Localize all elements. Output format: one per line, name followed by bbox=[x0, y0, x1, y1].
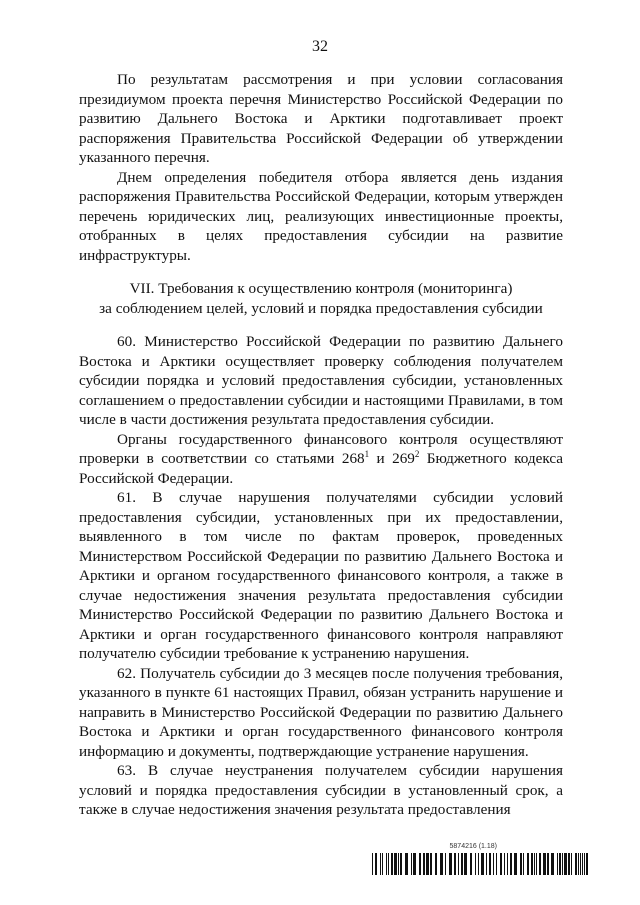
paragraph-60: 60. Министерство Российской Федерации по развитию Дальнего Востока и Арктики осуществляет проверку соблюдения получателем субсидии порядка и условий предоставления субсидии, установленных соглашением о предоставлении субсидии и настоящими Правилами, в том числе в части достижения результата предоставления субсидии. bbox=[79, 333, 563, 428]
barcode-block bbox=[372, 842, 592, 875]
paragraph-winner-date: Днем определения победителя отбора является день издания распоряжения Правительства Российской Федерации, которым утвержден перечень юридических лиц, реализующих инвестиционные проекты, отобранных в целях предоставления субсидии на развитие инфраструктуры. bbox=[79, 168, 563, 264]
document-body bbox=[79, 70, 563, 820]
section-heading bbox=[79, 279, 563, 318]
page-number: 32 bbox=[312, 38, 328, 55]
section-heading-line-1: VII. Требования к осуществлению контроля (мониторинга) bbox=[129, 280, 513, 297]
superscript-2: 2 bbox=[414, 448, 420, 459]
paragraph-63: 63. В случае неустранения получателем субсидии нарушения условий и порядка предоставления субсидии в установленный срок, а также в случае недостижения значения результата предоставления bbox=[79, 762, 563, 818]
barcode-image bbox=[372, 853, 590, 875]
paragraph-approval: По результатам рассмотрения и при условии согласования президиумом проекта перечня Министерство Российской Федерации по развитию Дальнего Востока и Арктики подготавливает проект распоряжения Правительства Российской Федерации об утверждении указанного перечня. bbox=[79, 71, 563, 166]
control-text-middle: и 269 bbox=[369, 450, 415, 467]
paragraph-61: 61. В случае нарушения получателями субсидии условий предоставления субсидии, установленных при их предоставлении, выявленного в том числе по фактам проверок, проведенных Министерством Российской Федерации по развитию Дальнего Востока и Арктики и органом государственного финансового контроля, а также в случае недостижения значения результата предоставления субсидии Министерство Российской Федерации по развитию Дальнего Востока и Арктики и орган государственного финансового контроля направляют получателю субсидии требование к устранению нарушения. bbox=[79, 489, 563, 662]
superscript-1: 1 bbox=[364, 448, 370, 459]
section-heading-line-2: за соблюдением целей, условий и порядка предоставления субсидии bbox=[99, 299, 543, 317]
control-text-before: Органы государственного финансового контроля осуществляют проверки в соответствии со статьями 268 bbox=[79, 430, 563, 467]
control-text-after: Бюджетного кодекса Российской Федерации. bbox=[79, 450, 563, 487]
paragraph-financial-control bbox=[79, 430, 563, 489]
barcode-caption: 5874216 (1.18) bbox=[449, 843, 497, 850]
paragraph-62: 62. Получатель субсидии до 3 месяцев после получения требования, указанного в пункте 61 настоящих Правил, обязан устранить нарушение и направить в Министерство Российской Федерации по развитию Дальнего Востока и Арктики и орган государственного финансового контроля информацию и документы, подтверждающие устранение нарушения. bbox=[79, 664, 563, 760]
